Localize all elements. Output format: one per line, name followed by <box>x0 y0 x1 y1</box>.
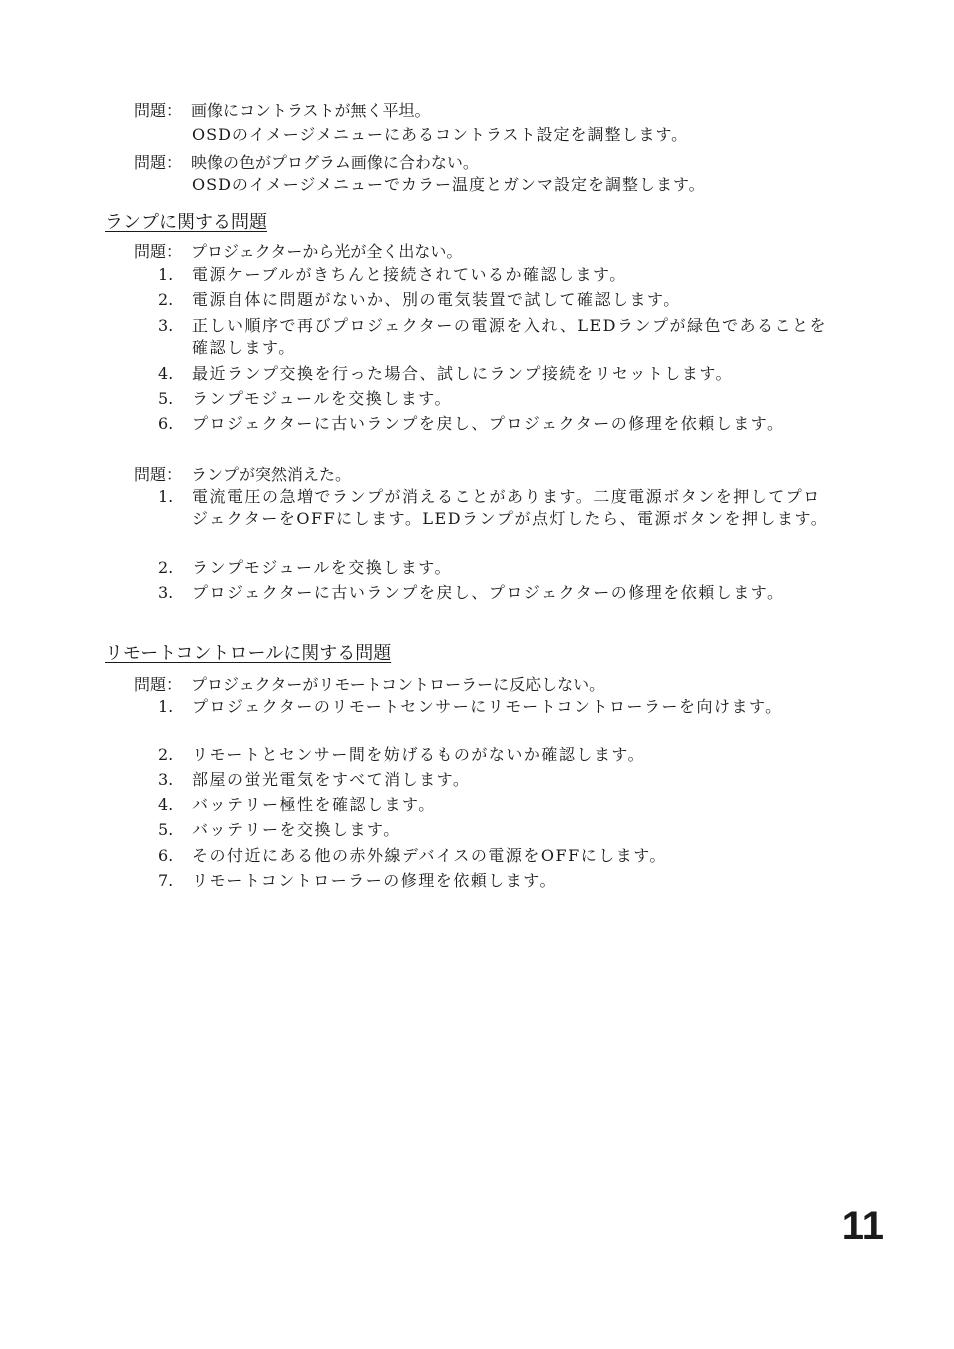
item-text: プロジェクターに古いランプを戻し、プロジェクターの修理を依頼します。 <box>192 583 785 602</box>
list-item <box>158 582 838 604</box>
section-heading-remote: リモートコントロールに関する問題 <box>105 643 392 664</box>
list-item <box>158 696 838 718</box>
item-number: 2. <box>158 290 174 309</box>
problem-text: プロジェクターがリモートコントローラーに反応しない。 <box>191 675 606 694</box>
problem-label: 問題： <box>134 675 183 694</box>
list-item <box>158 794 838 816</box>
item-text: 電源ケーブルがきちんと接続されているか確認します。 <box>192 265 627 284</box>
problem-title <box>134 242 462 262</box>
item-number: 4. <box>158 364 174 383</box>
problem-title <box>134 675 605 695</box>
problem-text: プロジェクターから光が全く出ない。 <box>191 242 463 261</box>
problem-text: 映像の色がプログラム画像に合わない。 <box>191 153 479 172</box>
problem-title <box>134 153 479 173</box>
problem-label: 問題： <box>134 101 183 120</box>
item-text: 最近ランプ交換を行った場合、試しにランプ接続をリセットします。 <box>192 364 734 383</box>
item-text: リモートコントローラーの修理を依頼します。 <box>192 871 557 890</box>
problem-title <box>134 465 351 485</box>
answer-text: OSDのイメージメニューでカラー温度とガンマ設定を調整します。 <box>192 175 706 194</box>
item-number: 3. <box>158 583 174 602</box>
list-item <box>158 486 838 530</box>
item-number: 3. <box>158 770 174 789</box>
item-number: 7. <box>158 871 174 890</box>
problem-answer <box>192 175 832 195</box>
item-number: 1. <box>158 697 174 716</box>
problem-label: 問題： <box>134 242 183 261</box>
page-number: 11 <box>841 1204 884 1248</box>
item-text: リモートとセンサー間を妨げるものがないか確認します。 <box>192 745 646 764</box>
problem-label: 問題： <box>134 153 183 172</box>
item-text: 正しい順序で再びプロジェクターの電源を入れ、LEDランプが緑色であることを確認します。 <box>192 316 827 357</box>
list-item <box>158 744 838 766</box>
item-text: その付近にある他の赤外線デバイスの電源をOFFにします。 <box>192 846 667 865</box>
item-number: 5. <box>158 389 174 408</box>
item-number: 1. <box>158 487 174 506</box>
list-item <box>158 557 838 579</box>
list-item <box>158 388 838 410</box>
problem-answer <box>192 125 832 145</box>
list-item <box>158 845 838 867</box>
item-text: バッテリー極性を確認します。 <box>192 795 436 814</box>
problem-text: ランプが突然消えた。 <box>191 465 352 484</box>
list-item <box>158 264 838 286</box>
list-item <box>158 363 838 385</box>
item-text: プロジェクターのリモートセンサーにリモートコントローラーを向けます。 <box>192 697 783 716</box>
answer-text: OSDのイメージメニューにあるコントラスト設定を調整します。 <box>192 125 689 144</box>
item-number: 2. <box>158 558 174 577</box>
list-item <box>158 819 838 841</box>
list-item <box>158 289 838 311</box>
item-number: 3. <box>158 316 174 335</box>
item-text: ランプモジュールを交換します。 <box>192 389 452 408</box>
list-item <box>158 769 838 791</box>
item-number: 6. <box>158 846 174 865</box>
item-text: 電源自体に問題がないか、別の電気装置で試して確認します。 <box>192 290 681 309</box>
item-text: ランプモジュールを交換します。 <box>192 558 452 577</box>
item-number: 1. <box>158 265 174 284</box>
section-heading-lamp: ランプに関する問題 <box>105 212 267 233</box>
problem-title <box>134 101 431 121</box>
list-item <box>158 413 838 435</box>
item-number: 4. <box>158 795 174 814</box>
item-text: プロジェクターに古いランプを戻し、プロジェクターの修理を依頼します。 <box>192 414 785 433</box>
problem-text: 画像にコントラストが無く平坦。 <box>191 101 431 120</box>
list-item <box>158 870 838 892</box>
item-text: 部屋の蛍光電気をすべて消します。 <box>192 770 471 789</box>
list-item <box>158 315 838 359</box>
item-text: バッテリーを交換します。 <box>192 820 401 839</box>
item-text: 電流電圧の急増でランプが消えることがあります。二度電源ボタンを押してプロジェクターをOFFにします。LEDランプが点灯したら、電源ボタンを押します。 <box>192 487 829 528</box>
item-number: 5. <box>158 820 174 839</box>
item-number: 6. <box>158 414 174 433</box>
item-number: 2. <box>158 745 174 764</box>
problem-label: 問題： <box>134 465 183 484</box>
